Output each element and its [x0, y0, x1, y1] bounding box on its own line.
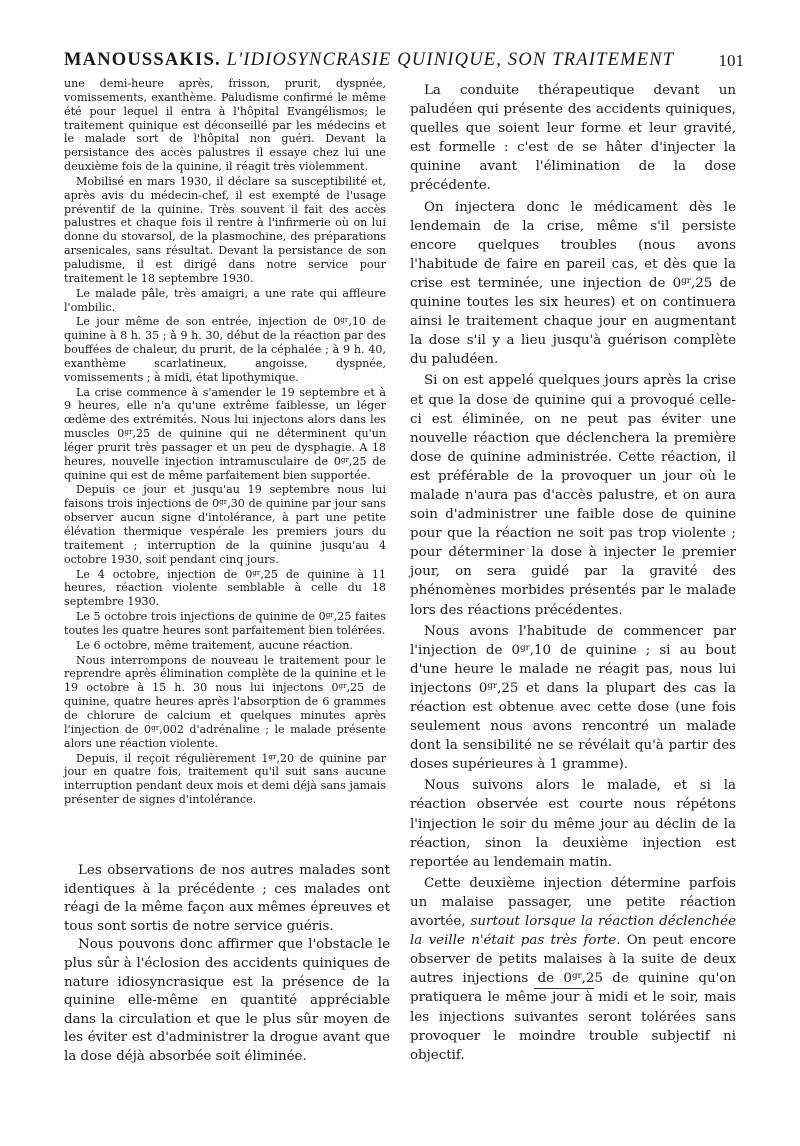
running-header: [64, 50, 744, 72]
text-run: une demi-heure après, frisson, prurit, dyspnée, vomissements, exanthème. Paludisme confirmé le même été pour lequel il entra à l'hôpital Evangélismos; le traitement quinique est déconseillé par les médecins et le malade sort de l'hôpital non guéri. Devant la persistance des accès palustres il essaye chez lui une deuxième fois de la quinine, il réagit très violemment.: [64, 77, 386, 174]
text-run: ,25 de quinine toutes les six heures) et on continuera ainsi le traitement chaque jour en augmentant la dose s'il y a lieu jusqu'à guérison complète du paludéen.: [410, 275, 736, 368]
unit-superscript: gr: [325, 609, 334, 619]
paragraph: [64, 175, 386, 286]
paragraph: [64, 654, 386, 751]
text-run: ,25 de quinine qui est de même parfaitement bien supportée.: [64, 454, 386, 482]
text-run: ,25 faites toutes les quatre heures sont parfaitement bien tolérées.: [64, 610, 387, 637]
text-run: ,25 de quinine qui ne déterminent qu'un léger prurit très passager et un peu de dysphagie. A 18 heures, nouvelle injection intramusculaire de 0: [64, 427, 386, 468]
text-run: ,002 d'adrénaline ; le malade présente alors une réaction violente.: [64, 722, 386, 750]
text-run: On peut encore observer de petits malaises à la suite de deux autres injections de 0: [410, 933, 736, 987]
text-run: ,10 de quinine ; si au bout d'une heure le malade ne réagit pas, nous lui injectons 0: [410, 642, 736, 696]
text-run: Nous suivons alors le malade, et si la réaction observée est courte nous répétons l'injection le soir du même jour au déclin de la réaction, sinon la deuxième injection est reportée au lendemain matin.: [410, 778, 736, 870]
paragraph: [410, 371, 736, 619]
text-run: ,30 de quinine par jour sans observer aucun signe d'intolérance, à part une petite élévation thermique vespérale les premiers jours du traitement ; interruption de la quinine jusqu'au 4 octobre 1930, soit pendant cinq jours.: [64, 497, 386, 566]
text-run: La conduite thérapeutique devant un paludéen qui présente des accidents quiniques, quelles que soient leur forme et leur gravité, est formelle : c'est de se hâter d'injecter la quinine avant l'élimination de la dose précédente.: [410, 83, 736, 194]
end-of-article-rule: [534, 988, 594, 989]
unit-superscript: gr: [338, 681, 347, 691]
paragraph: [64, 77, 386, 174]
text-run: Nous avons l'habitude de commencer par l'injection de 0: [410, 623, 736, 658]
text-run: Le jour même de son entrée, injection de 0: [76, 315, 341, 329]
text-run: ,25 de quinine qu'on pratiquera le même jour à midi et le soir, mais les injections suivantes seront tolérées sans provoquer le moindre trouble subjectif ni objectif.: [410, 971, 736, 1063]
running-title: [64, 50, 674, 71]
right-column-therapeutic-conduct: [410, 81, 736, 1067]
unit-superscript: gr: [681, 276, 691, 287]
text-run: ,10 de quinine à 8 h. 35 ; à 9 h. 30, début de la réaction par des bouffées de chaleur, du prurit, de la céphalée ; à 9 h. 40, exanthème scarlatineux, angoisse, dyspnée, vomissements ; à midi, état lipothymique.: [64, 315, 386, 384]
text-run: Depuis, il reçoit régulièrement 1: [76, 751, 269, 765]
unit-superscript: gr: [252, 567, 261, 577]
text-run: On injectera donc le médicament dès le lendemain de la crise, même s'il persiste encore quelques troubles (nous avons l'habitude de faire en pareil cas, et dès que la crise est terminée, une injection de 0: [410, 199, 736, 291]
header-author: MANOUSSAKIS.: [64, 50, 221, 70]
left-column-case-report: [64, 77, 386, 808]
text-run: ,25 et dans la plupart des cas la réaction est obtenue avec cette dose (une fois seulement nous avons rencontré un malade dont la sensibilité ne se révélait qu'à partir des doses supérieures à 1 gramme).: [410, 680, 736, 773]
unit-superscript: gr: [151, 722, 160, 732]
text-run: Les observations de nos autres malades sont identiques à la précédente ; ces malades ont réagi de la même façon aux mêmes épreuves et tous sont sortis de notre service guéris.: [64, 863, 390, 934]
paragraph: [64, 936, 390, 1066]
unit-superscript: gr: [520, 642, 530, 653]
unit-superscript: gr: [219, 497, 228, 507]
text-run: Le malade pâle, très amaigri, a une rate qui affleure l'ombilic.: [64, 286, 386, 314]
text-run: Nous interrompons de nouveau le traitement pour le reprendre après élimination complète de la quinine et le 19 octobre à 15 h. 30 nous lui injectons 0: [64, 653, 386, 695]
unit-superscript: gr: [340, 315, 349, 325]
unit-superscript: gr: [487, 681, 498, 691]
text-run: Le 6 octobre, même traitement, aucune réaction.: [76, 638, 353, 652]
paragraph: [64, 315, 386, 384]
text-run: Mobilisé en mars 1930, il déclare sa susceptibilité et, après avis du médecin-chef, il est exempté de l'usage préventif de la quinine. Très souvent il fait des accès palustres et chaque fois il rentre à l'infirmerie où on lui donne du stovarsol, de la plasmochine, des préparations arsenicales, sans résultat. Devant la persistance de son paludisme, il est dirigé dans notre service pour traitement le 18 septembre 1930.: [64, 174, 386, 285]
paragraph: [410, 81, 736, 196]
text-run: ,20 de quinine par jour en quatre fois, traitement qu'il suit sans aucune interruption pendant deux mois et demi déjà sans jamais présenter de signes d'intolérance.: [64, 751, 386, 807]
emphasis-text: surtout lorsque la réaction déclenchée la veille n'était pas très forte.: [410, 914, 736, 949]
left-column-conclusion: [64, 862, 390, 1067]
paragraph: [64, 862, 390, 936]
unit-superscript: gr: [268, 751, 277, 761]
page-number: 101: [718, 51, 744, 70]
unit-superscript: gr: [124, 426, 133, 436]
paragraph: [64, 386, 386, 483]
paragraph: [410, 198, 736, 370]
paragraph: [64, 752, 386, 807]
unit-superscript: gr: [571, 971, 582, 982]
paragraph: [64, 568, 386, 610]
text-run: Nous pouvons donc affirmer que l'obstacle le plus sûr à l'éclosion des accidents quiniques de nature idiosyncrasique est la présence de la quinine elle-même en quantité appréciable dans la circulation et que le plus sûr moyen de les éviter est d'administrer la drogue avant que la dose déjà absorbée soit éliminée.: [64, 937, 390, 1064]
text-run: Depuis ce jour et jusqu'au 19 septembre nous lui faisons trois injections de 0: [64, 483, 386, 511]
paragraph: [410, 874, 736, 1065]
text-run: ,25 de quinine, quatre heures après l'absorption de 6 grammes de chlorure de calcium et quelques minutes après l'injection de 0: [64, 681, 387, 736]
text-run: Cette deuxième injection détermine parfois un malaise passager, une petite réaction avortée,: [410, 875, 736, 930]
paragraph: [64, 610, 386, 638]
paragraph: [410, 622, 736, 775]
text-run: Si on est appelé quelques jours après la crise et que la dose de quinine qui a provoqué celle-ci est éliminée, on ne peut pas éviter une nouvelle réaction que déclenchera la première dose de quinine administrée. Cette réaction, il est préférable de la provoquer un jour où le malade n'aura pas d'accès palustre, et on aura soin d'administrer une faible dose de quinine pour que la réaction ne soit pas trop violente ; pour déterminer la dose à injecter le premier jour, on sera guidé par la gravité des phénomènes morbides présentés par le malade lors des réactions précédentes.: [410, 373, 736, 618]
paragraph: [64, 287, 386, 315]
text-run: Le 4 octobre, injection de 0: [76, 567, 253, 581]
text-run: ,25 de quinine à 11 heures, réaction violente semblable à celle du 18 septembre 1930.: [64, 567, 386, 609]
header-article-title: L'IDIOSYNCRASIE QUINIQUE, SON TRAITEMENT: [226, 50, 675, 70]
paragraph: [64, 483, 386, 566]
text-run: La crise commence à s'amender le 19 septembre et à 9 heures, elle n'a qu'une extrême faiblesse, un léger œdème des extrémités. Nous lui injectons alors dans les muscles 0: [64, 385, 386, 441]
text-run: Le 5 octobre trois injections de quinine de 0: [76, 610, 326, 624]
paragraph: [64, 639, 386, 653]
unit-superscript: gr: [340, 454, 349, 464]
paragraph: [410, 776, 736, 871]
